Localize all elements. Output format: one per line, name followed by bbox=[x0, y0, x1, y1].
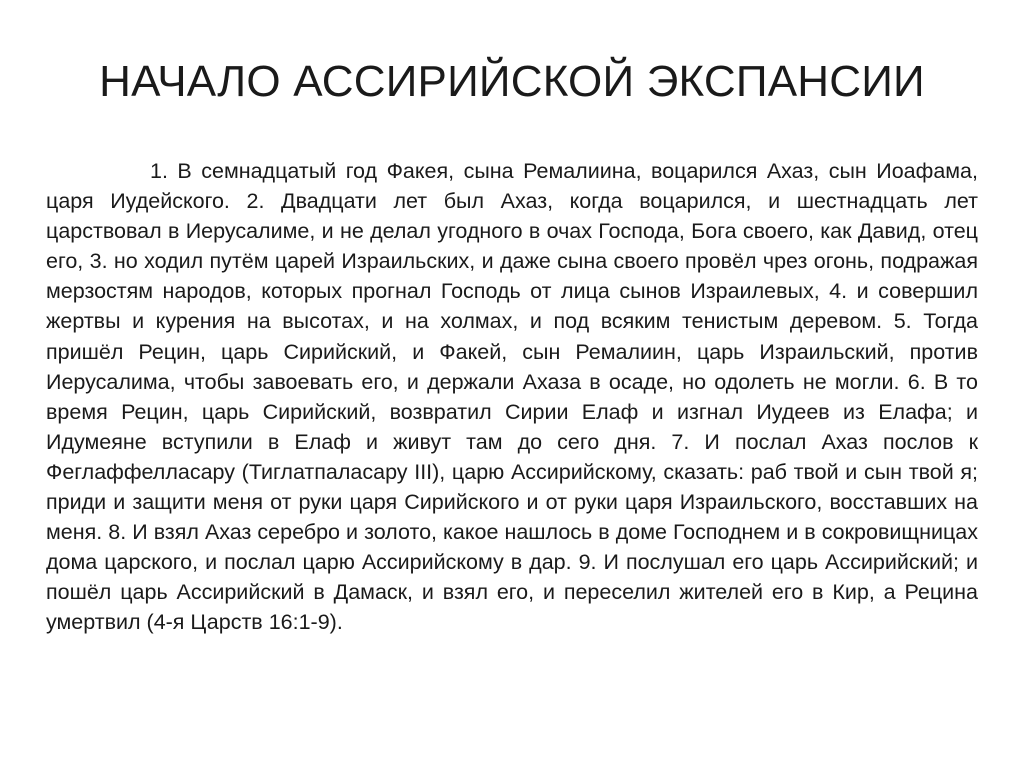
slide-body-text: 1. В семнадцатый год Факея, сына Ремалиина, воцарился Ахаз, сын Иоафама, царя Иудейского. 2. Двадцати лет был Ахаз, когда воцарился, и шестнадцать лет царствовал в Иерусалиме, и не делал угодного в очах Господа, Бога своего, как Давид, отец его, 3. но ходил путём царей Израильских, и даже сына своего провёл чрез огонь, подражая мерзостям народов, которых прогнал Господь от лица сынов Израилевых, 4. и совершил жертвы и курения на высотах, и на холмах, и под всяким тенистым деревом. 5. Тогда пришёл Рецин, царь Сирийский, и Факей, сын Ремалиин, царь Израильский, против Иерусалима, чтобы завоевать его, и держали Ахаза в осаде, но одолеть не могли. 6. В то время Рецин, царь Сирийский, возвратил Сирии Елаф и изгнал Иудеев из Елафа; и Идумеяне вступили в Елаф и живут там до сего дня. 7. И послал Ахаз послов к Феглаффелласару (Тиглатпаласару III), царю Ассирийскому, сказать: раб твой и сын твой я; приди и защити меня от руки царя Сирийского и от руки царя Израильского, восставших на меня. 8. И взял Ахаз серебро и золото, какое нашлось в доме Господнем и в сокровищницах дома царского, и послал царю Ассирийскому в дар. 9. И послушал его царь Ассирийский; и пошёл царь Ассирийский в Дамаск, и взял его, и переселил жителей его в Кир, а Рецина умертвил (4-я Царств 16:1-9). bbox=[46, 159, 978, 635]
slide-title: НАЧАЛО АССИРИЙСКОЙ ЭКСПАНСИИ bbox=[99, 57, 925, 106]
